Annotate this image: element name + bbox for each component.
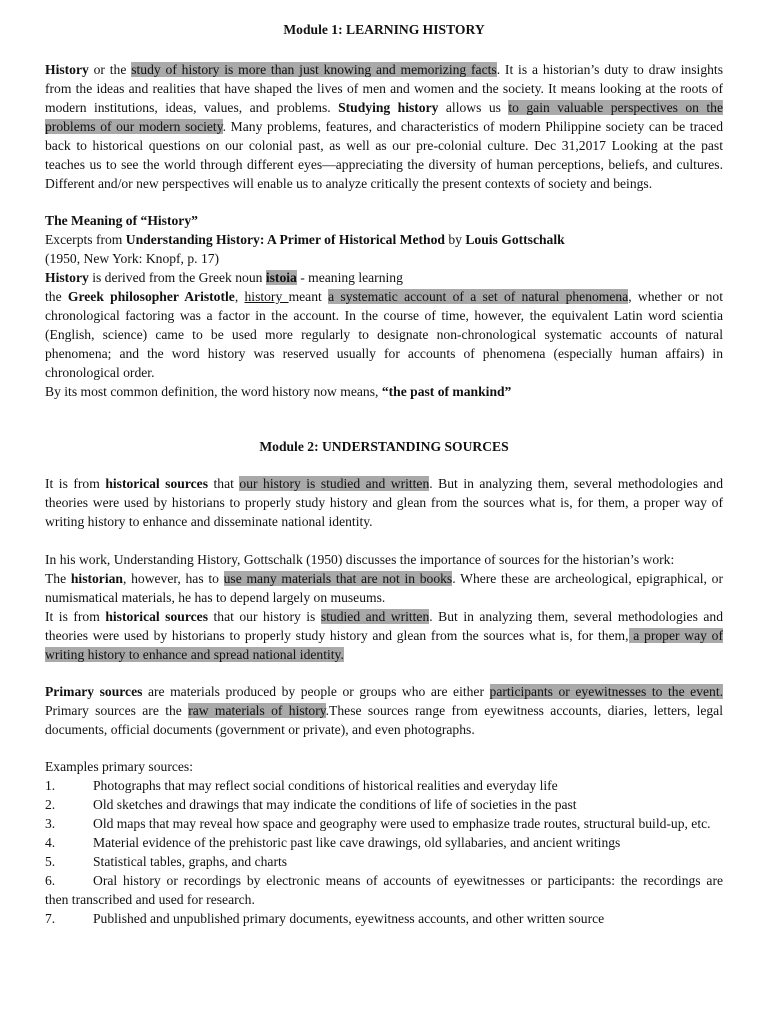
historian-line1: The historian, however, has to use many materials that are not in books. Where these are archeological, epigraphical, or [45,571,723,586]
primary-line2: Primary sources are the raw materials of history.These sources range from eyewitness accounts, diaries, letters, legal [45,703,723,718]
highlight: to gain valuable perspectives on the [508,100,723,115]
module2-p2-line2: theories were used by historians to properly study history and glean from the sources what is, for them, a proper way of [45,628,723,643]
primary-line3: documents, official documents (government or private), and even photographs. [45,722,475,737]
module2-p2-line3 [45,645,723,664]
highlight: istoia [265,270,297,285]
meaning-heading: The Meaning of “History” [45,213,198,228]
highlight: our history is studied and written [239,476,430,491]
aristotle-line2: chronological factoring was a factor in the account. In the course of time, however, the equivalent Latin word scientia [45,308,723,323]
highlight: raw materials of history [188,703,326,718]
module1-p1-line4: problems of our modern society. Many problems, features, and characteristics of modern Philippine society can be traced [45,119,723,134]
citation-line: (1950, New York: Knopf, p. 17) [45,251,220,266]
excerpt-line: Excerpts from Understanding History: A Primer of Historical Method by Louis Gottschalk [45,232,565,247]
list-item: 3. Old maps that may reveal how space and geography were used to emphasize trade routes, structural build-up, etc. [45,816,711,831]
primary-line1: Primary sources are materials produced by people or groups who are either participants or eyewitnesses to the event. [45,684,723,699]
list-item: 1. Photographs that may reflect social conditions of historical realities and everyday life [45,778,558,793]
list-item: 2. Old sketches and drawings that may indicate the conditions of life of societies in the past [45,797,577,812]
module1-p1-line3: modern institutions, ideas, values, and problems. Studying history allows us to gain valuable perspectives on the [45,100,723,115]
aristotle-line4: phenomena; and the word history was reserved usually for accounts of phenomena (especially human affairs) in [45,346,723,361]
module1-p1-line7: Different and/or new perspectives will enable us to analyze critically the present contexts of society and beings. [45,176,653,191]
highlight: writing history to enhance and spread national identity. [45,647,344,662]
module2-p1-line2: theories were used by historians to properly study history and glean from the sources what is, for them, a proper way of [45,495,723,510]
list-item-continuation: then transcribed and used for research. [45,892,255,907]
list-item: 7. Published and unpublished primary documents, eyewitness accounts, and other written source [45,911,605,926]
module1-p1-line6: teaches us to see the world through different eyes—appreciating the diversity of human perceptions, beliefs, and cultures. [45,157,723,172]
highlight: a proper way of [628,628,723,643]
list-item: 5. Statistical tables, graphs, and charts [45,854,288,869]
highlight: study of history is more than just knowing and memorizing facts [131,62,497,77]
aristotle-line5: chronological order. [45,365,155,380]
list-item: 6. Oral history or recordings by electronic means of accounts of eyewitnesses or participants: the recordings are [45,873,723,888]
module1-p1-line5: back to historical questions on our colonial past, as well as our pre-colonial culture. Dec 31,2017 Looking at the past [45,138,723,153]
module2-p2-line1: It is from historical sources that our history is studied and written. But in analyzing them, several methodologies and [45,609,723,624]
aristotle-line3: (English, science) came to be used more regularly to designate non-chronological systematic accounts of natural [45,327,723,342]
gottschalk-line: In his work, Understanding History, Gottschalk (1950) discusses the importance of sources for the historian’s work: [45,552,675,567]
module1-title: Module 1: LEARNING HISTORY [283,22,485,37]
examples-heading: Examples primary sources: [45,759,193,774]
aristotle-line1: the Greek philosopher Aristotle, history meant a systematic account of a set of natural phenomena, whether or not [45,289,723,304]
list-item: 4. Material evidence of the prehistoric past like cave drawings, old syllabaries, and ancient writings [45,835,621,850]
module2-p1-line1: It is from historical sources that our history is studied and written. But in analyzing them, several methodologies and [45,476,723,491]
highlight: participants or eyewitnesses to the event. [489,684,723,699]
highlight: problems of our modern society [45,119,223,134]
historian-line2: numismatical materials, he has to depend largely on museums. [45,590,386,605]
definition-line: By its most common definition, the word history now means, “the past of mankind” [45,384,512,399]
module2-p1-line3: writing history to enhance and disseminate national identity. [45,514,373,529]
module1-p1-line1: History or the study of history is more than just knowing and memorizing facts. It is a historian’s duty to draw insights [45,62,723,77]
module1-p1-line2: from the ideas and realities that have shaped the lives of men and women and the society. It means looking at the roots of [45,81,723,96]
highlight: use many materials that are not in books [223,571,453,586]
module2-title: Module 2: UNDERSTANDING SOURCES [259,439,509,454]
derived-line: History is derived from the Greek noun istoia - meaning learning [45,270,403,285]
highlight: studied and written [320,609,430,624]
highlight: a systematic account of a set of natural phenomena [328,289,629,304]
